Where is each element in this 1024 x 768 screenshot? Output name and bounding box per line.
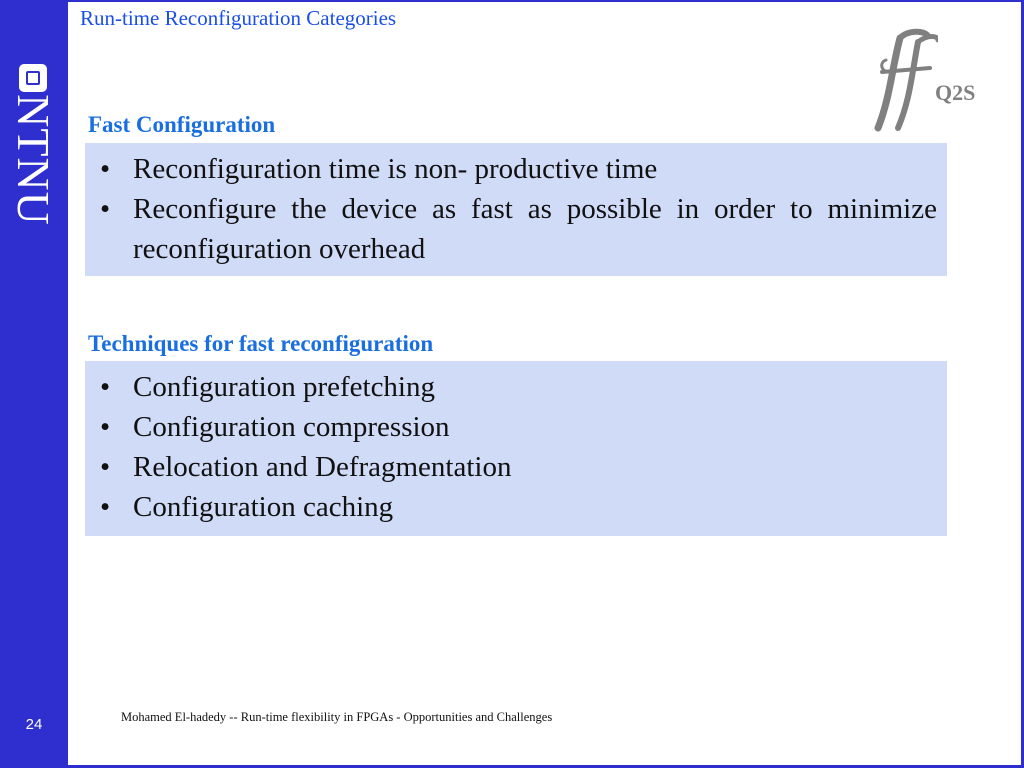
section-heading-fast-configuration: Fast Configuration	[88, 112, 276, 137]
ntnu-sidebar	[0, 0, 68, 768]
list-item: • Reconfiguration time is non- productive time	[97, 149, 937, 189]
list-item: • Relocation and Defragmentation	[97, 447, 937, 487]
fast-configuration-box	[85, 143, 947, 276]
list-item: • Configuration caching	[97, 487, 937, 527]
q2s-ff-icon	[868, 28, 938, 138]
footer-text: Mohamed El-hadedy -- Run-time flexibility in FPGAs - Opportunities and Challenges	[121, 710, 553, 724]
q2s-logo	[868, 28, 998, 138]
ntnu-logo-text: NTNU	[8, 94, 59, 226]
section-heading-techniques: Techniques for fast reconfiguration	[88, 331, 434, 356]
q2s-logo-text: Q2S	[935, 80, 976, 105]
ntnu-logo-icon	[19, 64, 47, 92]
bullet-list	[97, 149, 937, 269]
slide-title: Run-time Reconfiguration Categories	[80, 6, 397, 30]
bullet-list	[97, 367, 937, 527]
frame-top-border	[68, 0, 1024, 2]
list-item: • Configuration prefetching	[97, 367, 937, 407]
list-item: • Reconfigure the device as fast as possible in order to minimize reconfiguration overhead	[97, 189, 937, 269]
page-number: 24	[25, 716, 43, 733]
techniques-box	[85, 361, 947, 536]
list-item: • Configuration compression	[97, 407, 937, 447]
